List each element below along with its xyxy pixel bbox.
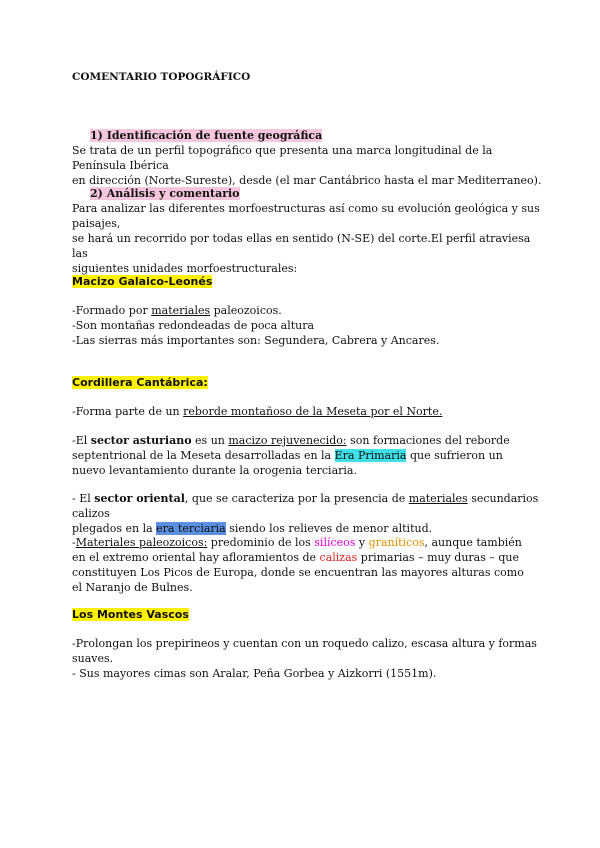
document-title: COMENTARIO TOPOGRÁFICO [72,71,251,83]
section2-heading: 2) Análisis y comentario [90,187,240,200]
unit3-title: Los Montes Vascos [72,608,189,621]
section2-body: Para analizar las diferentes morfoestructuras así como su evolución geológica y sus paisajes, se hará un recorrido por todas ellas en sentido (N-SE) del corte.El perfil atraviesa las siguientes unidades morfoestructurales: [72,202,540,275]
section1-body: Se trata de un perfil topográfico que presenta una marca longitudinal de la Península Ibérica en dirección (Norte-Sureste), desde (el mar Cantábrico hasta el mar Mediterraneo). [72,144,542,187]
unit1-title: Macizo Galaico-Leonés [72,275,213,288]
unit2-paragraph-4: -Materiales paleozoicos: predominio de los silíceos y graníticos, aunque también en el extremo oriental hay afloramientos de calizas primarias – muy duras – que constituyen Los Picos de Europa, donde se encuentran las mayores alturas como el Naranjo de Bulnes. [72,536,524,594]
unit2-paragraph-1: -Forma parte de un reborde montañoso de la Meseta por el Norte. [72,405,443,418]
highlight-era-primaria: Era Primaria [334,449,407,462]
unit2-paragraph-2: -El sector asturiano es un macizo rejuvenecido: son formaciones del reborde septentrional de la Meseta desarrolladas en la Era Primaria que sufrieron un nuevo levantamiento durante la orogenia terciaria. [72,434,510,477]
unit2-title: Cordillera Cantábrica: [72,376,208,389]
section1-heading: 1) Identificación de fuente geográfica [90,129,323,142]
highlight-era-terciaria: era terciaria [156,522,226,535]
unit3-body: -Prolongan los prepirineos y cuentan con un roquedo calizo, escasa altura y formas suaves. - Sus mayores cimas son Aralar, Peña Gorbea y Aizkorri (1551m). [72,637,537,680]
unit1-body: -Formado por materiales paleozoicos. -Son montañas redondeadas de poca altura -Las sierras más importantes son: Segundera, Cabrera y Ancares. [72,304,440,347]
unit2-paragraph-3: - El sector oriental, que se caracteriza por la presencia de materiales secundarios calizos plegados en la era terciaria siendo los relieves de menor altitud. [72,492,539,535]
